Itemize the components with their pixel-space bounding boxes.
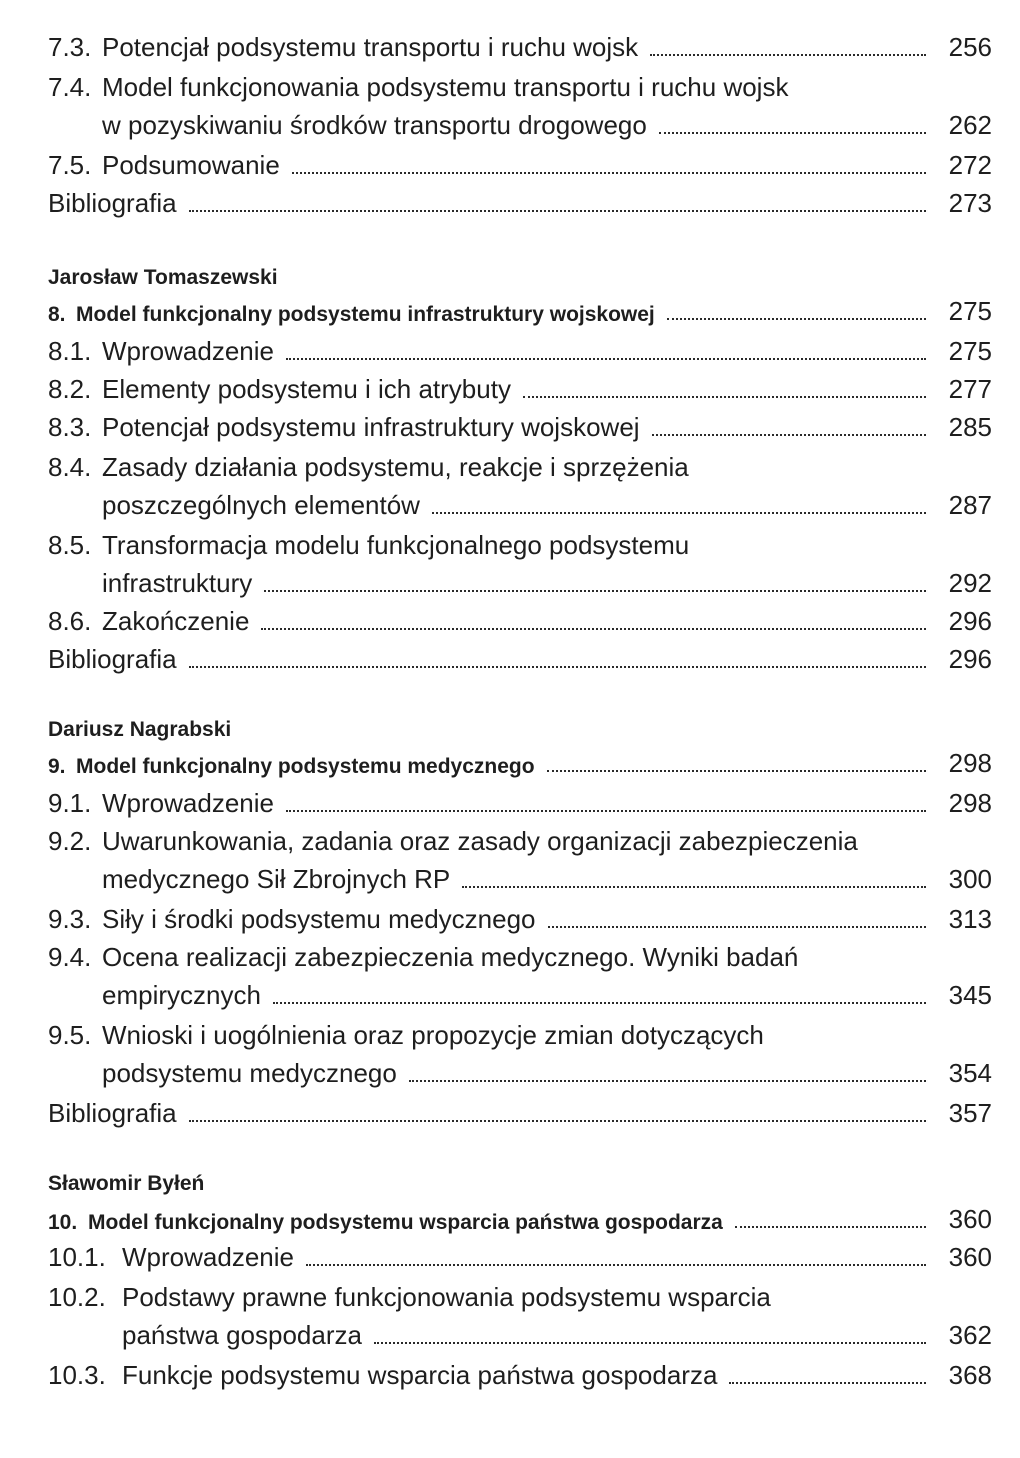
dot-leader xyxy=(189,666,926,668)
entry-title: Potencjał podsystemu infrastruktury wojskowej xyxy=(102,412,640,442)
chapter-title: Model funkcjonalny podsystemu infrastruktury wojskowej xyxy=(76,303,655,326)
chapter-number: 8. xyxy=(48,303,66,326)
dot-leader xyxy=(306,1264,926,1266)
entry-number: 10.1. xyxy=(48,1242,106,1272)
toc-entry-8-4-cont xyxy=(102,490,992,521)
chapter-title: Model funkcjonalny podsystemu wsparcia państwa gospodarza xyxy=(88,1211,723,1234)
entry-number: 7.4. xyxy=(48,72,92,102)
page-number: 298 xyxy=(948,748,992,778)
entry-title-continued: empirycznych xyxy=(102,980,261,1010)
page-number: 256 xyxy=(948,32,992,62)
toc-entry-8-5-cont xyxy=(102,568,992,599)
entry-title: Ocena realizacji zabezpieczenia medycznego. Wyniki badań xyxy=(102,942,799,972)
chapter-title: Model funkcjonalny podsystemu medycznego xyxy=(76,755,535,778)
toc-entry-9-bibliography xyxy=(48,1098,992,1129)
entry-title: Uwarunkowania, zadania oraz zasady organizacji zabezpieczenia xyxy=(102,826,858,856)
toc-entry-8-6 xyxy=(48,606,992,637)
dot-leader xyxy=(273,1002,926,1004)
entry-title: Wprowadzenie xyxy=(122,1242,294,1272)
toc-entry-7-bibliography xyxy=(48,188,992,219)
page-number: 362 xyxy=(948,1320,992,1350)
page-number: 262 xyxy=(948,110,992,140)
toc-entry-8-1 xyxy=(48,336,992,367)
entry-title-continued: państwa gospodarza xyxy=(122,1320,362,1350)
page-number: 357 xyxy=(948,1098,992,1128)
page-number: 277 xyxy=(948,374,992,404)
dot-leader xyxy=(432,512,926,514)
entry-number: 9.3. xyxy=(48,904,92,934)
entry-title: Wprowadzenie xyxy=(102,336,274,366)
dot-leader xyxy=(261,628,926,630)
page-number: 273 xyxy=(948,188,992,218)
toc-entry-7-4-cont xyxy=(102,110,992,141)
toc-entry-8-bibliography xyxy=(48,644,992,675)
toc-entry-9-1 xyxy=(48,788,992,819)
page-number: 354 xyxy=(948,1058,992,1088)
entry-title: Podsumowanie xyxy=(102,150,280,180)
entry-title-continued: infrastruktury xyxy=(102,568,253,598)
entry-number: 8.3. xyxy=(48,412,92,442)
dot-leader xyxy=(729,1382,926,1384)
toc-entry-9-2-cont xyxy=(102,864,992,895)
chapter-author: Dariusz Nagrabski xyxy=(48,718,232,741)
entry-number: 9.5. xyxy=(48,1020,92,1050)
entry-title: Siły i środki podsystemu medycznego xyxy=(102,904,536,934)
dot-leader xyxy=(652,434,926,436)
page-number: 285 xyxy=(948,412,992,442)
toc-entry-9-4 xyxy=(48,942,992,973)
page-number: 298 xyxy=(948,788,992,818)
entry-number: 10.3. xyxy=(48,1360,106,1390)
toc-chapter-10 xyxy=(48,1204,992,1235)
dot-leader xyxy=(292,172,926,174)
dot-leader xyxy=(286,358,926,360)
toc-entry-10-1 xyxy=(48,1242,992,1273)
entry-number: 7.5. xyxy=(48,150,92,180)
page-number: 313 xyxy=(948,904,992,934)
toc-entry-9-3 xyxy=(48,904,992,935)
toc-entry-7-5 xyxy=(48,150,992,181)
dot-leader xyxy=(374,1342,926,1344)
toc-entry-9-2 xyxy=(48,826,992,857)
dot-leader xyxy=(548,926,926,928)
entry-number: 7.3. xyxy=(48,32,92,62)
page-number: 287 xyxy=(948,490,992,520)
entry-title: Bibliografia xyxy=(48,644,177,674)
entry-number: 9.4. xyxy=(48,942,92,972)
entry-title: Wprowadzenie xyxy=(102,788,274,818)
toc-entry-7-4 xyxy=(48,72,992,103)
entry-number: 9.2. xyxy=(48,826,92,856)
entry-title: Transformacja modelu funkcjonalnego podsystemu xyxy=(102,530,690,560)
dot-leader xyxy=(659,132,926,134)
page-number: 300 xyxy=(948,864,992,894)
entry-title: Bibliografia xyxy=(48,1098,177,1128)
dot-leader xyxy=(547,770,926,772)
chapter-number: 9. xyxy=(48,755,66,778)
page-number: 296 xyxy=(948,606,992,636)
entry-title: Elementy podsystemu i ich atrybuty xyxy=(102,374,511,404)
entry-title: Bibliografia xyxy=(48,188,177,218)
toc-entry-8-5 xyxy=(48,530,992,561)
toc-entry-10-2-cont xyxy=(122,1320,992,1351)
dot-leader xyxy=(189,1120,926,1122)
dot-leader xyxy=(409,1080,926,1082)
page-number: 275 xyxy=(948,336,992,366)
toc-entry-10-3 xyxy=(48,1360,992,1391)
dot-leader xyxy=(462,886,926,888)
dot-leader xyxy=(735,1226,926,1228)
entry-number: 10.2. xyxy=(48,1282,106,1312)
chapter-number: 10. xyxy=(48,1211,78,1234)
dot-leader xyxy=(650,54,926,56)
toc-chapter-8 xyxy=(48,296,992,327)
dot-leader xyxy=(523,396,926,398)
page-number: 296 xyxy=(948,644,992,674)
entry-number: 9.1. xyxy=(48,788,92,818)
entry-title: Wnioski i uogólnienia oraz propozycje zmian dotyczących xyxy=(102,1020,764,1050)
entry-title: Zakończenie xyxy=(102,606,250,636)
entry-title-continued: medycznego Sił Zbrojnych RP xyxy=(102,864,451,894)
entry-number: 8.5. xyxy=(48,530,92,560)
entry-number: 8.2. xyxy=(48,374,92,404)
entry-title: Zasady działania podsystemu, reakcje i sprzężenia xyxy=(102,452,689,482)
toc-entry-8-2 xyxy=(48,374,992,405)
toc-entry-8-3 xyxy=(48,412,992,443)
page-number: 368 xyxy=(948,1360,992,1390)
page-number: 360 xyxy=(948,1242,992,1272)
chapter-author: Sławomir Byłeń xyxy=(48,1172,205,1195)
toc-entry-9-5-cont xyxy=(102,1058,992,1089)
page-number: 345 xyxy=(948,980,992,1010)
page-number: 292 xyxy=(948,568,992,598)
toc-entry-10-2 xyxy=(48,1282,992,1313)
chapter-author: Jarosław Tomaszewski xyxy=(48,266,278,289)
page-number: 360 xyxy=(948,1204,992,1234)
toc-entry-8-4 xyxy=(48,452,992,483)
toc-entry-9-5 xyxy=(48,1020,992,1051)
entry-title: Podstawy prawne funkcjonowania podsystemu wsparcia xyxy=(122,1282,771,1312)
toc-entry-9-4-cont xyxy=(102,980,992,1011)
dot-leader xyxy=(667,318,926,320)
entry-title-continued: podsystemu medycznego xyxy=(102,1058,397,1088)
toc-chapter-9 xyxy=(48,748,992,779)
dot-leader xyxy=(189,210,926,212)
toc-entry-7-3 xyxy=(48,32,992,63)
entry-title: Potencjał podsystemu transportu i ruchu wojsk xyxy=(102,32,639,62)
entry-number: 8.4. xyxy=(48,452,92,482)
entry-title-continued: poszczególnych elementów xyxy=(102,490,420,520)
page-number: 272 xyxy=(948,150,992,180)
dot-leader xyxy=(264,590,926,592)
entry-number: 8.6. xyxy=(48,606,92,636)
page-number: 275 xyxy=(948,296,992,326)
entry-title: Funkcje podsystemu wsparcia państwa gospodarza xyxy=(122,1360,718,1390)
entry-number: 8.1. xyxy=(48,336,92,366)
entry-title-continued: w pozyskiwaniu środków transportu drogowego xyxy=(102,110,647,140)
dot-leader xyxy=(286,810,926,812)
entry-title: Model funkcjonowania podsystemu transportu i ruchu wojsk xyxy=(102,72,789,102)
